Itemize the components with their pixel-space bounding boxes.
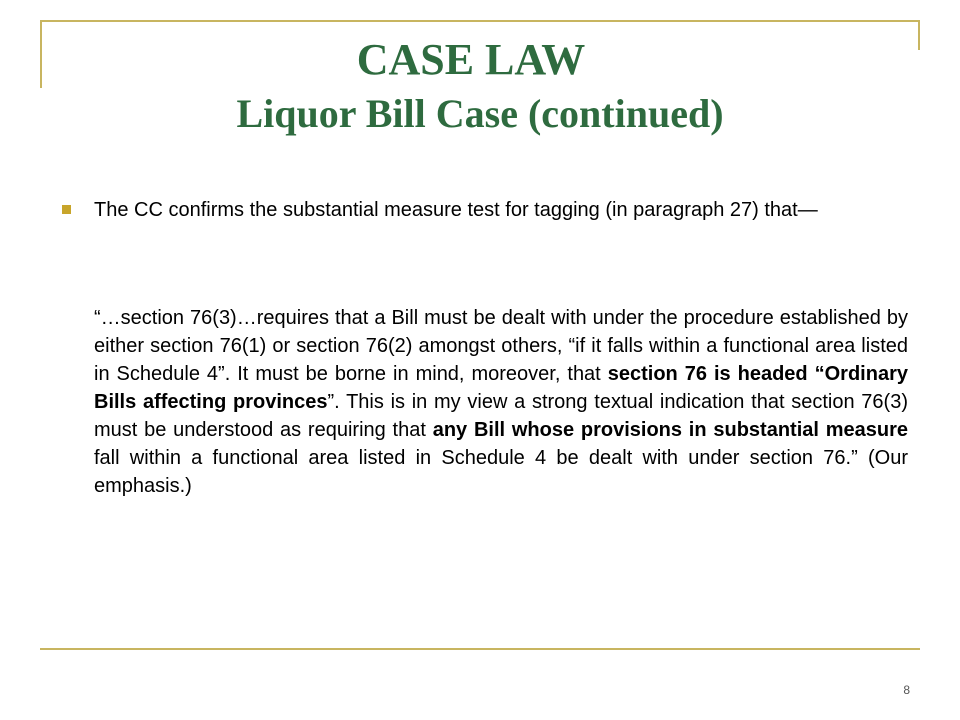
square-bullet-icon xyxy=(62,205,71,214)
quote-bold-2: any Bill whose provisions in substantial measure xyxy=(432,419,908,441)
quote-part-3: fall within a functional area listed in Schedule 4 be dealt with under section 76.” (Our emphasis.) xyxy=(94,447,908,497)
subtitle-liquor-bill: Liquor Bill Case (continued) xyxy=(236,91,724,136)
bullet-text: The CC confirms the substantial measure test for tagging (in paragraph 27) that— xyxy=(94,199,818,221)
page-number: 8 xyxy=(903,683,910,697)
top-rule xyxy=(40,20,920,22)
bottom-rule xyxy=(40,648,920,650)
quote-part-1: “…section 76(3)…requires that a Bill must be dealt with under the procedure established by either section 76(1) or section 76(2) amongst others, “if it falls within a functional area listed in Schedule 4”. It must be borne in mind, moreover, that xyxy=(94,307,908,385)
quoted-passage xyxy=(94,304,908,500)
title-case-law: CASE LAW xyxy=(356,35,586,84)
slide-title xyxy=(40,35,920,136)
bullet-item xyxy=(62,196,908,224)
quote-part-2: ”. This is in my view a strong textual indication that section 76(3) must be understood as requiring that xyxy=(94,391,908,441)
quote-bold-1: section 76 is headed “Ordinary Bills affecting provinces xyxy=(94,363,908,413)
